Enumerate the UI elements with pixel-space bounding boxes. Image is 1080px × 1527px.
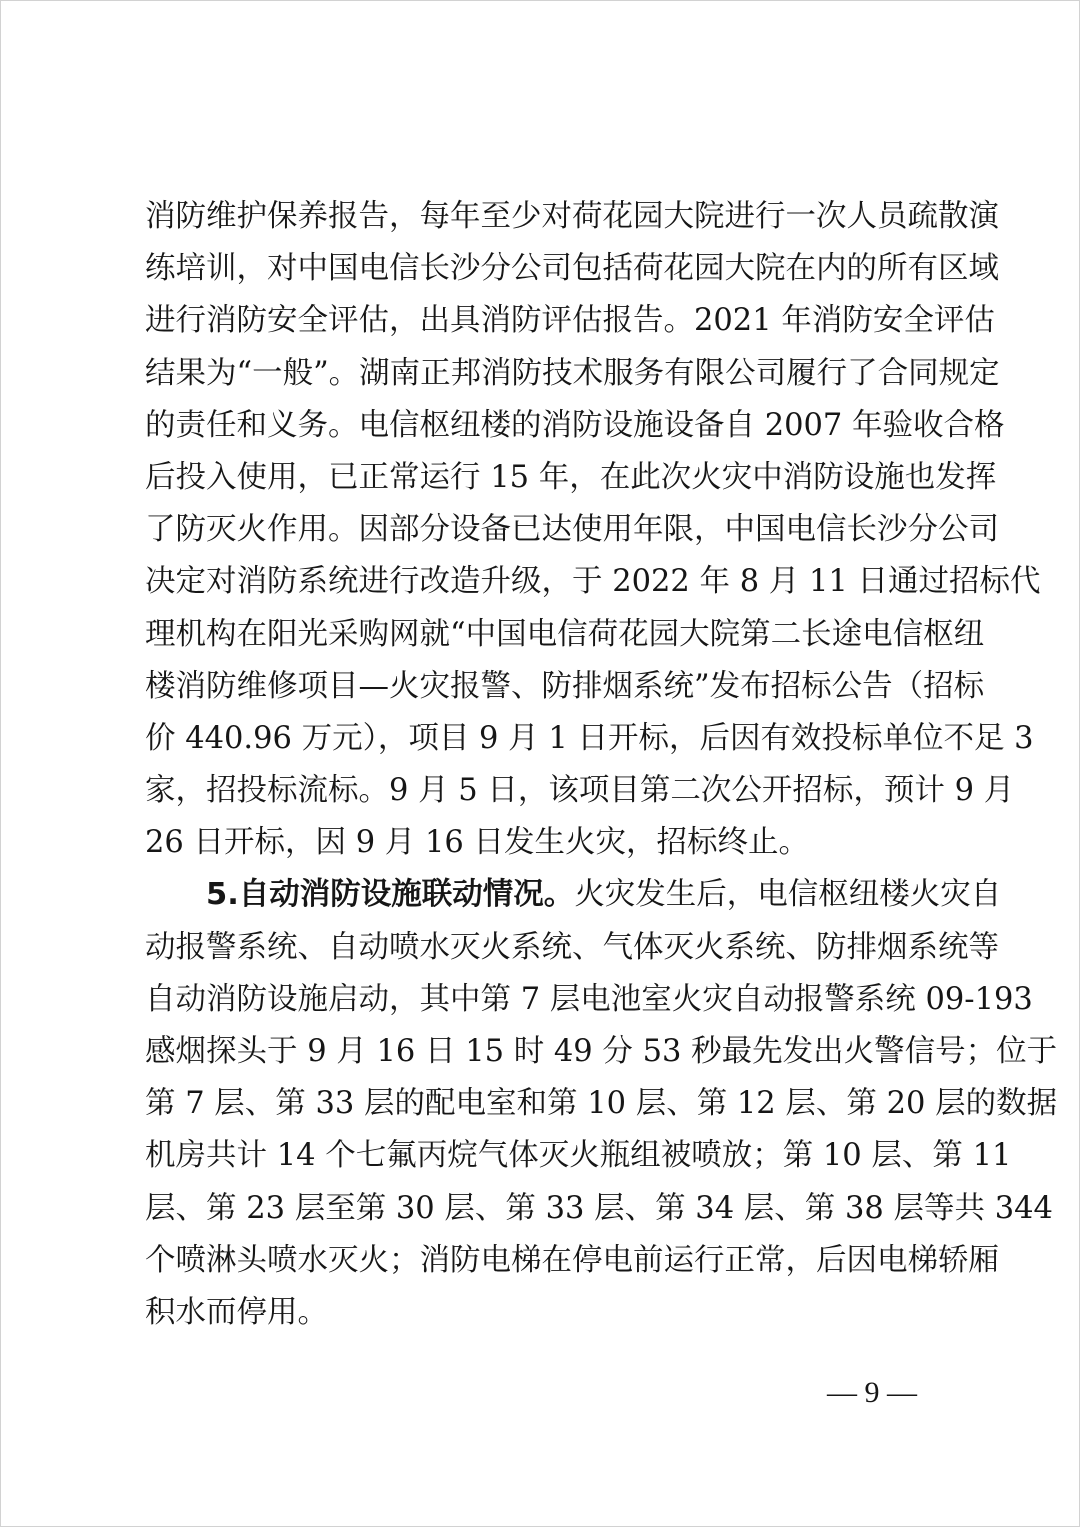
- text-line: 个喷淋头喷水灭火；消防电梯在停电前运行正常，后因电梯轿厢: [145, 1242, 999, 1278]
- text-line: 26 日开标，因 9 月 16 日发生火灾，招标终止。: [145, 825, 809, 861]
- text-line: 理机构在阳光采购网就“中国电信荷花园大院第二长途电信枢纽: [145, 616, 985, 652]
- text-line: 感烟探头于 9 月 16 日 15 时 49 分 53 秒最先发出火警信号；位于: [145, 1034, 1058, 1069]
- text-line: 机房共计 14 个七氟丙烷气体灭火瓶组被喷放；第 10 层、第 11: [145, 1138, 1012, 1174]
- text-line: 练培训，对中国电信长沙分公司包括荷花园大院在内的所有区域: [145, 251, 999, 287]
- section-heading: 5.自动消防设施联动情况。: [206, 877, 575, 913]
- text-line: 决定对消防系统进行改造升级，于 2022 年 8 月 11 日通过招标代: [145, 564, 1041, 600]
- text-line: 的责任和义务。电信枢纽楼的消防设施设备自 2007 年验收合格: [145, 407, 1005, 443]
- text-line: 了防灭火作用。因部分设备已达使用年限，中国电信长沙分公司: [145, 512, 999, 548]
- text-line: 结果为“一般”。湖南正邦消防技术服务有限公司履行了合同规定: [145, 355, 1000, 391]
- text-line: 第 7 层、第 33 层的配电室和第 10 层、第 12 层、第 20 层的数据: [145, 1086, 1058, 1122]
- paragraph-maintenance-history: [145, 191, 1041, 869]
- paragraph-fire-facility-linkage: [145, 869, 1058, 1339]
- text-line: 价 440.96 万元），项目 9 月 1 日开标，后因有效投标单位不足 3: [145, 720, 1034, 756]
- text-line: 进行消防安全评估，出具消防评估报告。2021 年消防安全评估: [145, 303, 995, 339]
- text-run: 火灾发生后，电信枢纽楼火灾自: [574, 877, 1002, 913]
- text-line: 后投入使用，已正常运行 15 年，在此次火灾中消防设施也发挥: [145, 459, 997, 495]
- text-line: 自动消防设施启动，其中第 7 层电池室火灾自动报警系统 09-193: [145, 981, 1033, 1017]
- page-number: — 9 —: [827, 1376, 917, 1409]
- text-line: [145, 869, 1002, 921]
- text-line: 动报警系统、自动喷水灭火系统、气体灭火系统、防排烟系统等: [145, 929, 999, 965]
- text-line: 家，招投标流标。9 月 5 日，该项目第二次公开招标，预计 9 月: [145, 773, 1015, 809]
- text-line: 积水而停用。: [145, 1294, 328, 1330]
- text-line: 消防维护保养报告，每年至少对荷花园大院进行一次人员疏散演: [145, 199, 999, 234]
- text-line: 楼消防维修项目—火灾报警、防排烟系统”发布招标公告（招标: [145, 668, 985, 704]
- text-line: 层、第 23 层至第 30 层、第 33 层、第 34 层、第 38 层等共 344: [145, 1190, 1053, 1226]
- document-body: [145, 191, 1058, 1339]
